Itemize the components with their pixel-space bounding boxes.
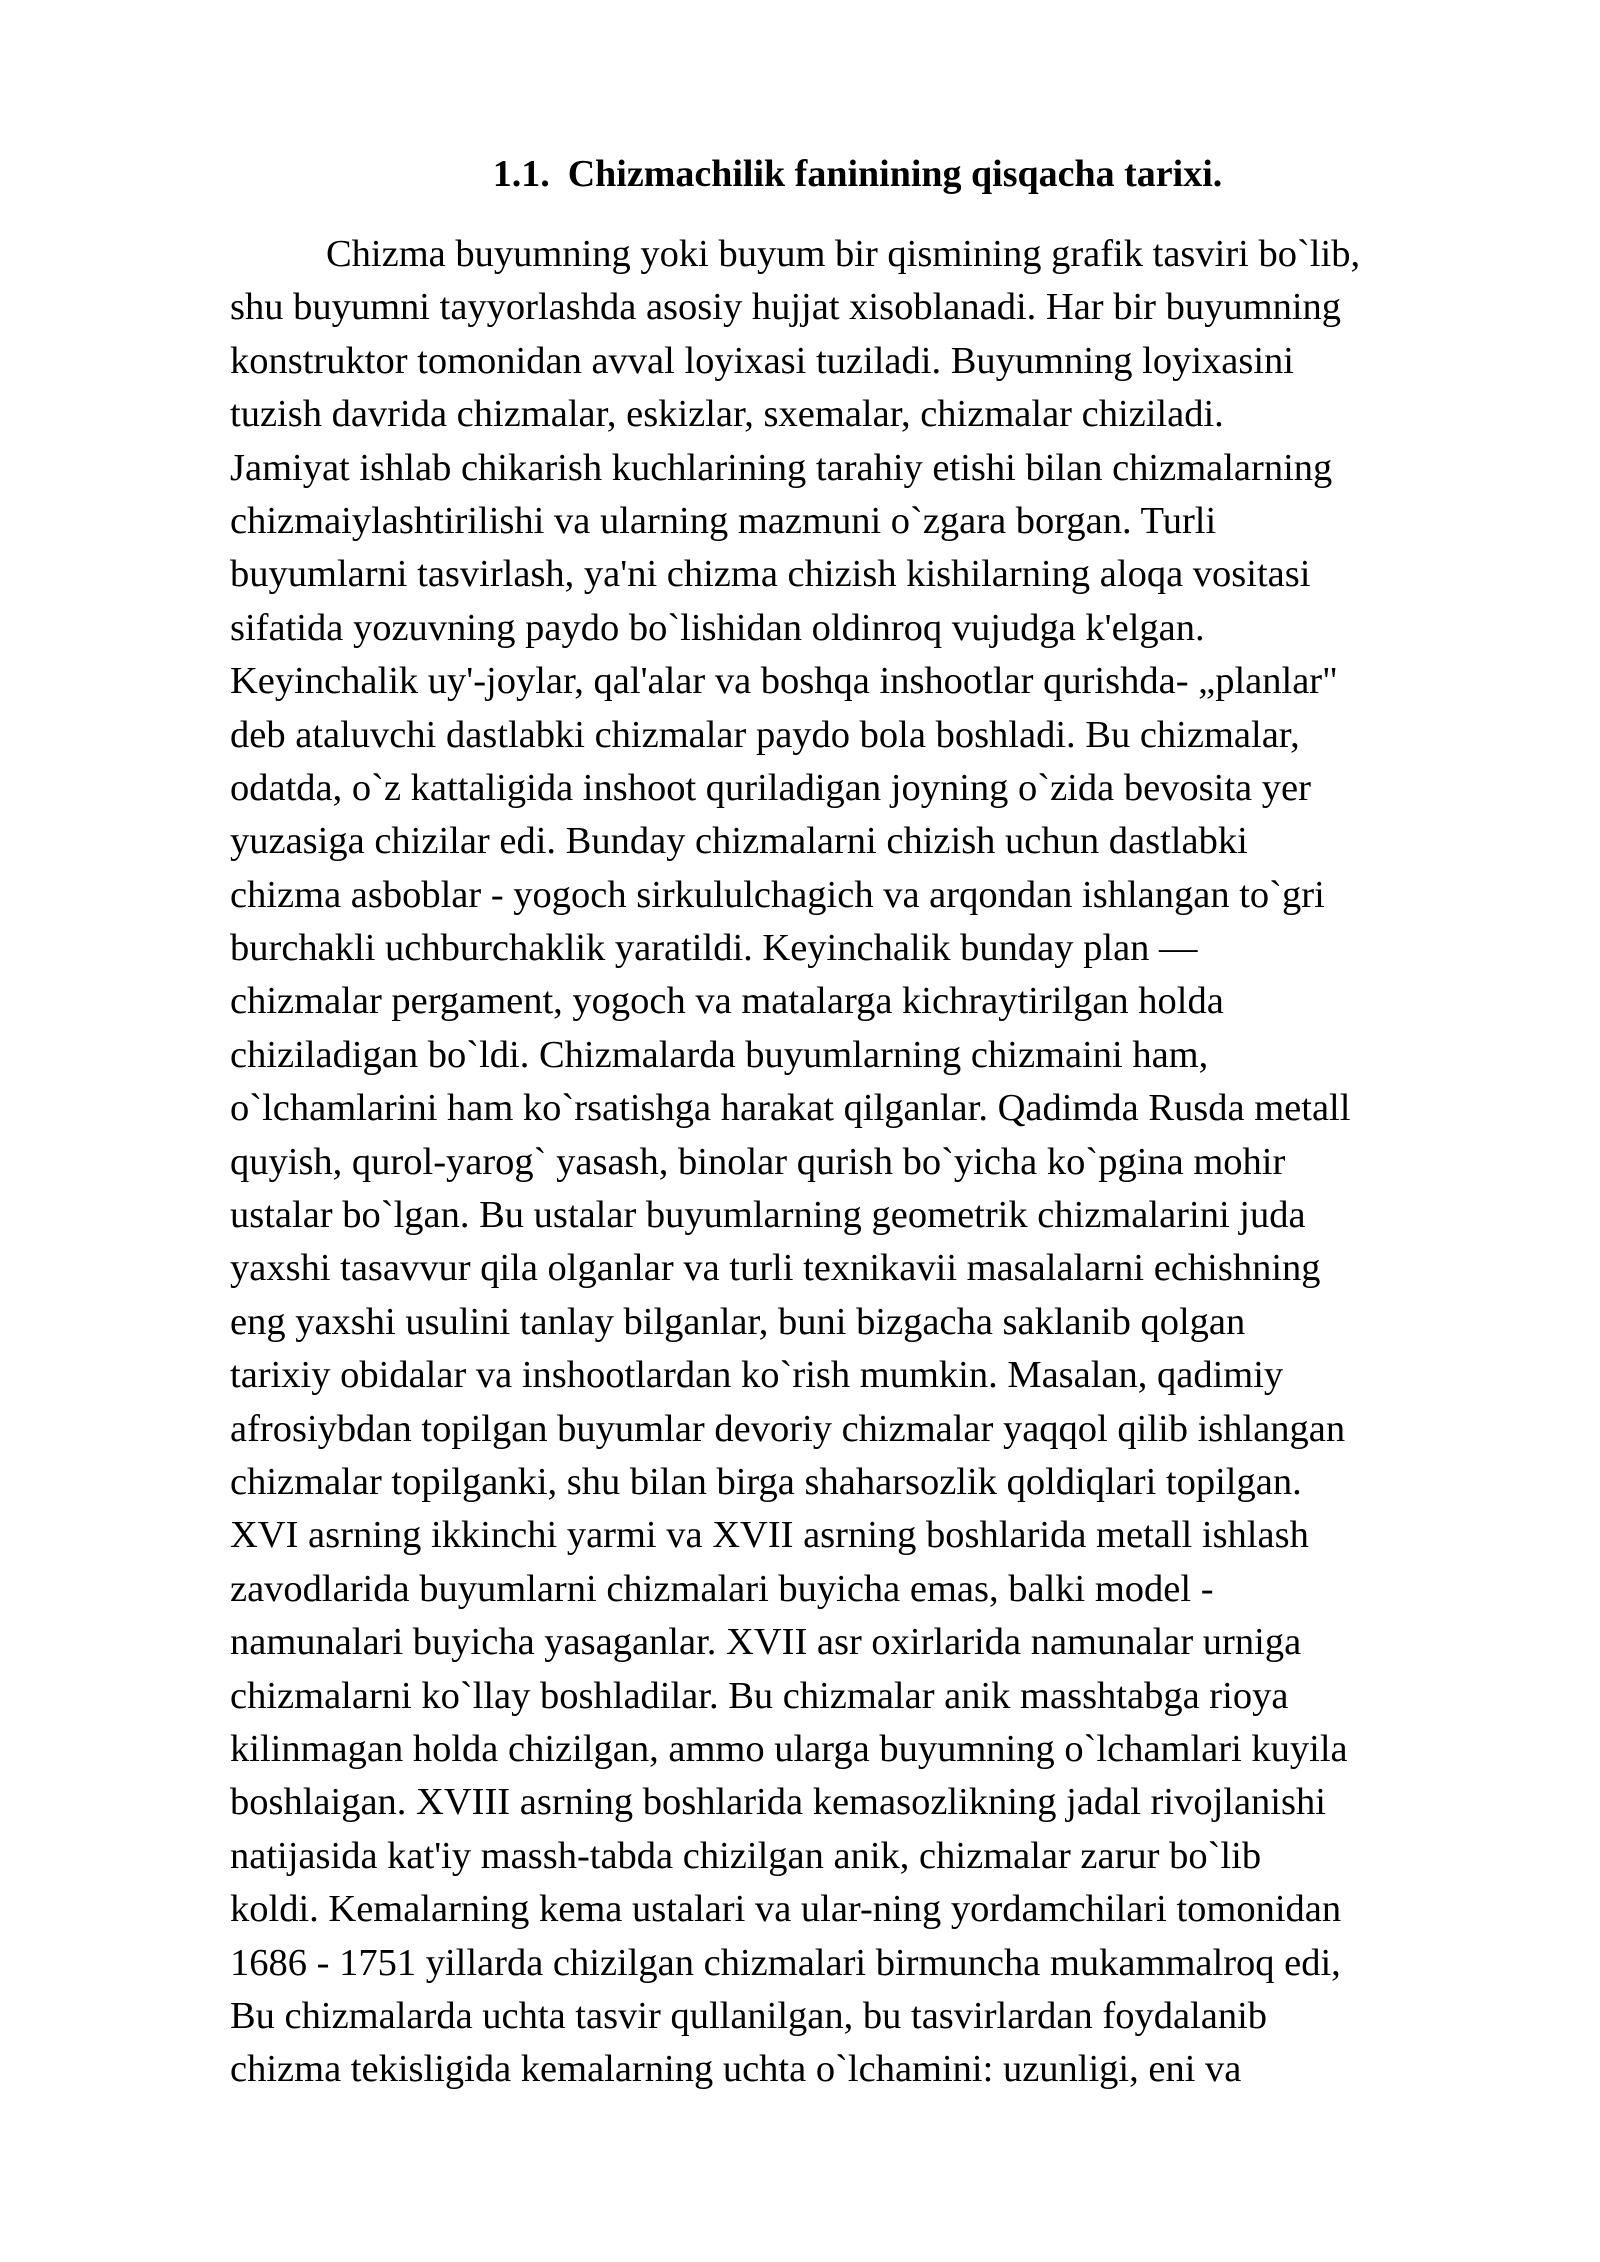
text-line: eng yaxshi usulini tanlay bilganlar, buni bizgacha saklanib qolgan (230, 1300, 1246, 1343)
text-line: odatda, o`z kattaligida inshoot quriladigan joyning o`zida bevosita yer (230, 766, 1311, 809)
section-heading (0, 152, 1600, 196)
text-line: chizma tekisligida kemalarning uchta o`lchamini: uzunligi, eni va (230, 2048, 1242, 2091)
text-line: chizmalar pergament, yogoch va matalarga kichraytirilgan holda (230, 980, 1224, 1023)
text-line: chizma asboblar - yogoch sirkululchagich va arqondan ishlangan to`gri (230, 873, 1325, 916)
text-line: Jamiyat ishlab chikarish kuchlarining tarahiy etishi bilan chizmalarning (230, 446, 1333, 489)
section-number: 1.1. (492, 153, 550, 195)
text-line: chizmalarni ko`llay boshladilar. Bu chizmalar anik masshtabga rioya (230, 1674, 1289, 1717)
text-line: ustalar bo`lgan. Bu ustalar buyumlarning geometrik chizmalarini juda (230, 1194, 1306, 1237)
text-line: Bu chizmalarda uchta tasvir qullanilgan, bu tasvirlardan foydalanib (230, 1994, 1268, 2037)
text-line: Chizma buyumning yoki buyum bir qismining grafik tasviri bo`lib, (326, 233, 1361, 275)
section-title: Chizmachilik faninining qisqacha tarixi. (567, 153, 1223, 195)
text-line: zavodlarida buyumlarni chizmalari buyicha emas, balki model - (230, 1567, 1214, 1610)
text-line: o`lchamlarini ham ko`rsatishga harakat qilganlar. Qadimda Rusda metall (230, 1087, 1351, 1130)
text-line: yuzasiga chizilar edi. Bunday chizmalarni chizish uchun dastlabki (230, 820, 1248, 863)
text-line: namunalari buyicha yasaganlar. XVII asr oxirlarida namunalar urniga (230, 1621, 1302, 1664)
text-line: Keyinchalik uy'-joylar, qal'alar va boshqa inshootlar qurishda- „planlar" (230, 660, 1338, 703)
text-line: buyumlarni tasvirlash, ya'ni chizma chizish kishilarning aloqa vositasi (230, 553, 1311, 596)
body-paragraph (230, 228, 1530, 2097)
text-line: 1686 - 1751 yillarda chizilgan chizmalari birmuncha mukammalroq edi, (230, 1941, 1341, 1984)
text-line: yaxshi tasavvur qila olganlar va turli texnikavii masalalarni echishning (230, 1247, 1321, 1290)
text-line: quyish, qurol-yarog` yasash, binolar qurish bo`yicha ko`pgina mohir (230, 1140, 1286, 1183)
text-line: sifatida yozuvning paydo bo`lishidan oldinroq vujudga k'elgan. (230, 606, 1205, 649)
text-line: natijasida kat'iy massh-tabda chizilgan anik, chizmalar zarur bo`lib (230, 1834, 1262, 1877)
text-line: chizmaiylashtirilishi va ularning mazmuni o`zgara borgan. Turli (230, 499, 1217, 542)
text-line: shu buyumni tayyorlashda asosiy hujjat xisoblanadi. Har bir buyumning (230, 286, 1342, 329)
text-line: afrosiybdan topilgan buyumlar devoriy chizmalar yaqqol qilib ishlangan (230, 1407, 1346, 1450)
text-line: burchakli uchburchaklik yaratildi. Keyinchalik bunday plan — (230, 927, 1198, 970)
text-line: deb ataluvchi dastlabki chizmalar paydo bola boshladi. Bu chizmalar, (230, 713, 1300, 756)
text-line: konstruktor tomonidan avval loyixasi tuziladi. Buyumning loyixasini (230, 339, 1294, 382)
text-line: tuzish davrida chizmalar, eskizlar, sxemalar, chizmalar chiziladi. (230, 393, 1224, 436)
text-line: koldi. Kemalarning kema ustalari va ular-ning yordamchilari tomonidan (230, 1888, 1342, 1931)
text-line: XVI asrning ikkinchi yarmi va XVII asrning boshlarida metall ishlash (230, 1514, 1309, 1557)
text-line: tarixiy obidalar va inshootlardan ko`rish mumkin. Masalan, qadimiy (230, 1354, 1284, 1397)
text-line: boshlaigan. XVIII asrning boshlarida kemasozlikning jadal rivojlanishi (230, 1781, 1326, 1824)
text-line: kilinmagan holda chizilgan, ammo ularga buyumning o`lchamlari kuyila (230, 1727, 1348, 1770)
text-line: chiziladigan bo`ldi. Chizmalarda buyumlarning chizmaini ham, (230, 1033, 1209, 1076)
text-line: chizmalar topilganki, shu bilan birga shaharsozlik qoldiqlari topilgan. (230, 1460, 1302, 1503)
